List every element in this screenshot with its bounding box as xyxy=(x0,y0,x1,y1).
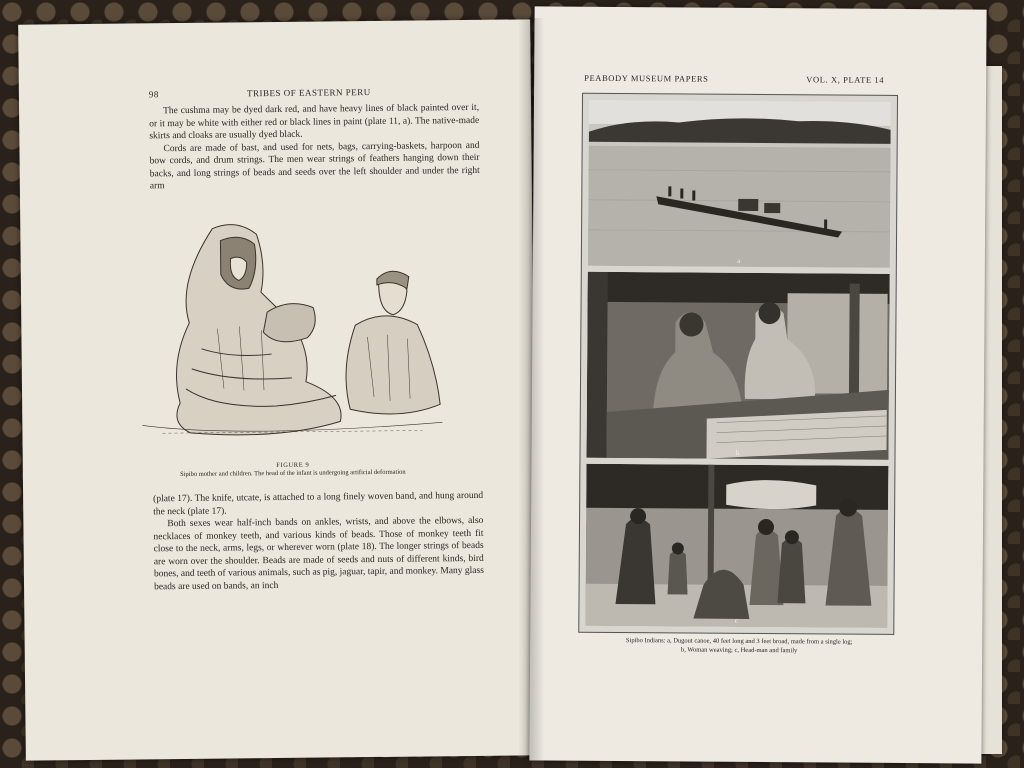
paragraph: Both sexes wear half-inch bands on ankles, wrists, and above the elbows, also necklaces of monkey teeth, and various kinds of beads. Those of monkey teeth fit close to the neck, arms, legs, or wherever worn (plate 18). The longer strings of beads are worn over the shoulder. Beads are made of seeds and nuts of different kinds, bird bones, and teeth of various animals, such as pig, jaguar, tapir, and monkey. Many glass beads are used on bands, an inch xyxy=(153,515,484,592)
figure-illustration xyxy=(120,216,452,451)
figure-caption-text: Sipibo mother and children. The head of the infant is undergoing artificial deformation xyxy=(180,468,406,479)
plate-caption-line-2: b, Woman weaving; c, Head-man and family xyxy=(680,645,798,654)
plate-letter-b: b xyxy=(735,448,740,457)
plate-letter-a: a xyxy=(737,256,741,265)
photo-family xyxy=(585,464,888,628)
left-page xyxy=(18,19,538,760)
body-text-bottom xyxy=(153,490,484,593)
series-title: PEABODY MUSEUM PAPERS xyxy=(584,72,709,84)
paragraph: (plate 17). The knife, utcate, is attached to a long finely woven band, and hung around the neck (plate 17). xyxy=(153,490,484,517)
paragraph: Cords are made of bast, and used for nets, bags, carrying-baskets, harpoon and bow cords, and drum strings. The men wear strings of feathers hanging down their backs, and long strings of beads and seeds over the left shoulder and under the right arm xyxy=(149,140,480,192)
body-text-top xyxy=(149,102,480,193)
paragraph: The cushma may be dyed dark red, and have heavy lines of black painted over it, or it may be white with either red or black lines in paint (plate 11, a). The native-made skirts and cloaks are usually dyed black. xyxy=(149,102,480,142)
photo-canoe xyxy=(588,100,891,268)
plate-caption-line-1: Sipibo Indians: a, Dugout canoe, 40 feet long and 3 feet broad, made from a single log; xyxy=(625,637,853,646)
book-gutter xyxy=(518,18,544,760)
plate-caption xyxy=(574,637,904,656)
plate-frame xyxy=(578,93,898,635)
left-running-head xyxy=(149,86,479,99)
right-page xyxy=(529,6,986,763)
figure-number: FIGURE 9 xyxy=(276,461,310,470)
right-running-head xyxy=(584,73,884,85)
page-number: 98 xyxy=(148,89,159,100)
plate-label: VOL. X, PLATE 14 xyxy=(806,74,885,85)
plate-letter-c: c xyxy=(734,616,738,625)
running-head-title: TRIBES OF EASTERN PERU xyxy=(246,87,371,99)
photo-weaving xyxy=(586,272,889,460)
figure-caption xyxy=(133,460,453,479)
